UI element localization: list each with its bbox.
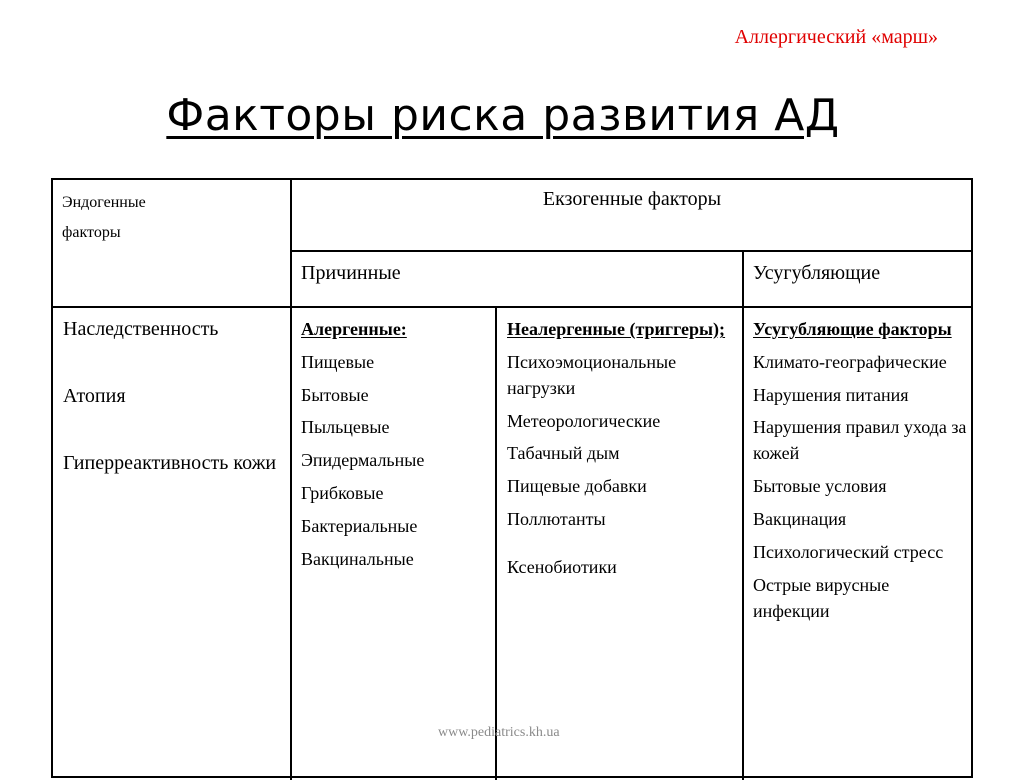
- causal-header: Причинные: [301, 262, 401, 284]
- list-item: Климато-географические: [753, 351, 947, 372]
- exogenous-header: Екзогенные факторы: [542, 188, 722, 210]
- hline-headers: [53, 306, 973, 308]
- list-item: Вакцинация: [753, 508, 847, 529]
- list-item: Бытовые условия: [753, 476, 887, 497]
- list-item: Психоэмоциональные нагрузки: [507, 351, 677, 398]
- list-item: Эпидермальные: [301, 450, 425, 471]
- allergenic-heading: Алергенные:: [301, 319, 407, 339]
- nonallergenic-list: [507, 316, 747, 587]
- list-item: Гиперреактивность кожи: [63, 452, 277, 474]
- list-item: Пыльцевые: [301, 417, 390, 438]
- list-item: Табачный дым: [507, 443, 620, 464]
- list-item: Бытовые: [301, 384, 369, 405]
- aggravating-heading: Усугубляющие факторы: [753, 319, 952, 339]
- risk-factors-table: [51, 178, 973, 778]
- slide-title: Факторы риска развития АД: [166, 90, 840, 141]
- allergenic-list: [301, 316, 496, 578]
- list-item: Психологический стресс: [753, 541, 944, 562]
- list-item: Грибковые: [301, 482, 384, 503]
- list-item: Ксенобиотики: [507, 556, 617, 577]
- slide-subtitle: Аллергический «марш»: [734, 26, 938, 48]
- list-item: Пищевые: [301, 351, 375, 372]
- list-item: Бактериальные: [301, 515, 418, 536]
- endogenous-header-line: Эндогенные: [62, 194, 146, 211]
- hline-exo: [292, 250, 973, 252]
- endogenous-header: [62, 188, 292, 248]
- endogenous-list: [63, 316, 293, 517]
- endogenous-header-line: факторы: [62, 224, 121, 241]
- list-item: Нарушения питания: [753, 384, 909, 405]
- list-item: Нарушения правил ухода за кожей: [753, 417, 967, 464]
- aggravating-list: [753, 316, 968, 630]
- list-item: Наследственность: [63, 318, 219, 340]
- list-item: Метеорологические: [507, 410, 661, 431]
- footer-url: www.pediatrics.kh.ua: [438, 725, 560, 740]
- list-item: Пищевые добавки: [507, 476, 647, 497]
- list-item: Вакцинальные: [301, 548, 414, 569]
- aggravating-header: Усугубляющие: [753, 262, 881, 284]
- list-item: Острые вирусные инфекции: [753, 574, 890, 621]
- list-item: Поллютанты: [507, 508, 606, 529]
- list-item: Атопия: [63, 385, 126, 407]
- nonallergenic-heading: Неалергенные (триггеры);: [507, 319, 726, 339]
